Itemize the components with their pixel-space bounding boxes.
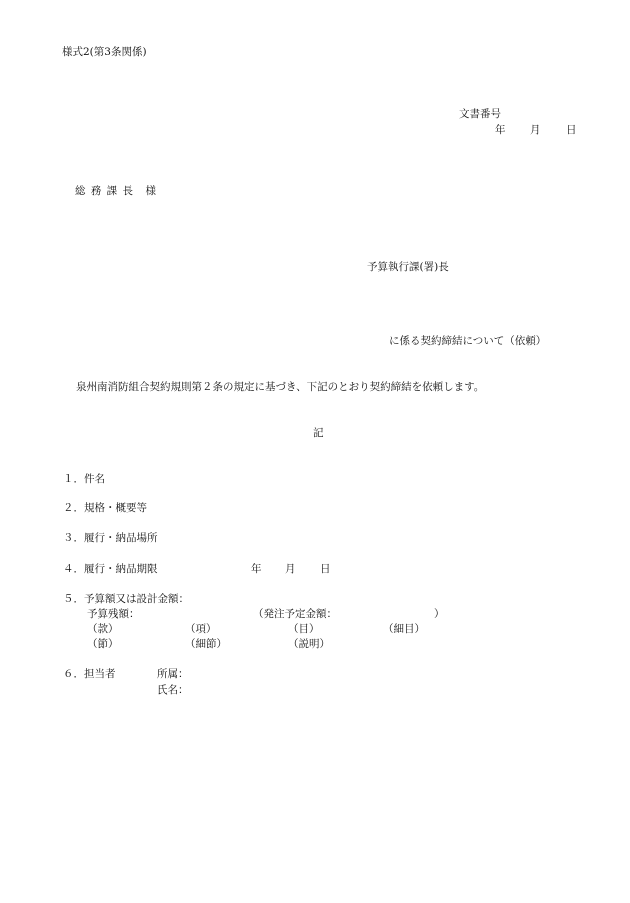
budget-setsu-label: （節） <box>87 638 119 650</box>
budget-saisetsu-label: （細節） <box>185 638 227 650</box>
date-day-label: 日 <box>566 124 577 136</box>
item-specs: ２．規格・概要等 <box>63 502 147 514</box>
deadline-day-label: 日 <box>320 563 331 575</box>
person-name-label: 氏名： <box>157 684 189 696</box>
document-number-label: 文書番号 <box>459 108 501 120</box>
body-text: 泉州南消防組合契約規則第２条の規定に基づき、下記のとおり契約締結を依頼します。 <box>76 381 485 393</box>
order-amount-close: ） <box>434 608 445 620</box>
item-budget: ５．予算額又は設計金額： <box>63 593 189 605</box>
date-year-label: 年 <box>495 124 506 136</box>
ki-heading: 記 <box>313 427 324 439</box>
date-month-label: 月 <box>530 124 541 136</box>
budget-kou-label: （項） <box>185 623 217 635</box>
deadline-month-label: 月 <box>285 563 296 575</box>
subject-line: に係る契約締結について（依頼） <box>389 335 547 347</box>
item-subject-name: １．件名 <box>63 473 105 485</box>
order-amount-label: （発注予定金額： <box>253 608 337 620</box>
item-delivery-place: ３．履行・納品場所 <box>63 532 158 544</box>
budget-setsumei-label: （説明） <box>288 638 330 650</box>
item-delivery-deadline: ４．履行・納品期限 <box>63 563 158 575</box>
form-number: 様式2(第3条関係) <box>62 46 147 58</box>
budget-kan-label: （款） <box>87 623 119 635</box>
budget-moku-label: （目） <box>288 623 320 635</box>
budget-remaining-label: 予算残額： <box>87 608 140 620</box>
budget-saimoku-label: （細目） <box>383 623 425 635</box>
addressee: 総 務 課 長 様 <box>75 185 158 197</box>
affiliation-label: 所属： <box>157 668 189 680</box>
item-person-in-charge: ６．担当者 <box>63 668 116 680</box>
sender: 予算執行課(署)長 <box>367 261 449 273</box>
deadline-year-label: 年 <box>251 563 262 575</box>
